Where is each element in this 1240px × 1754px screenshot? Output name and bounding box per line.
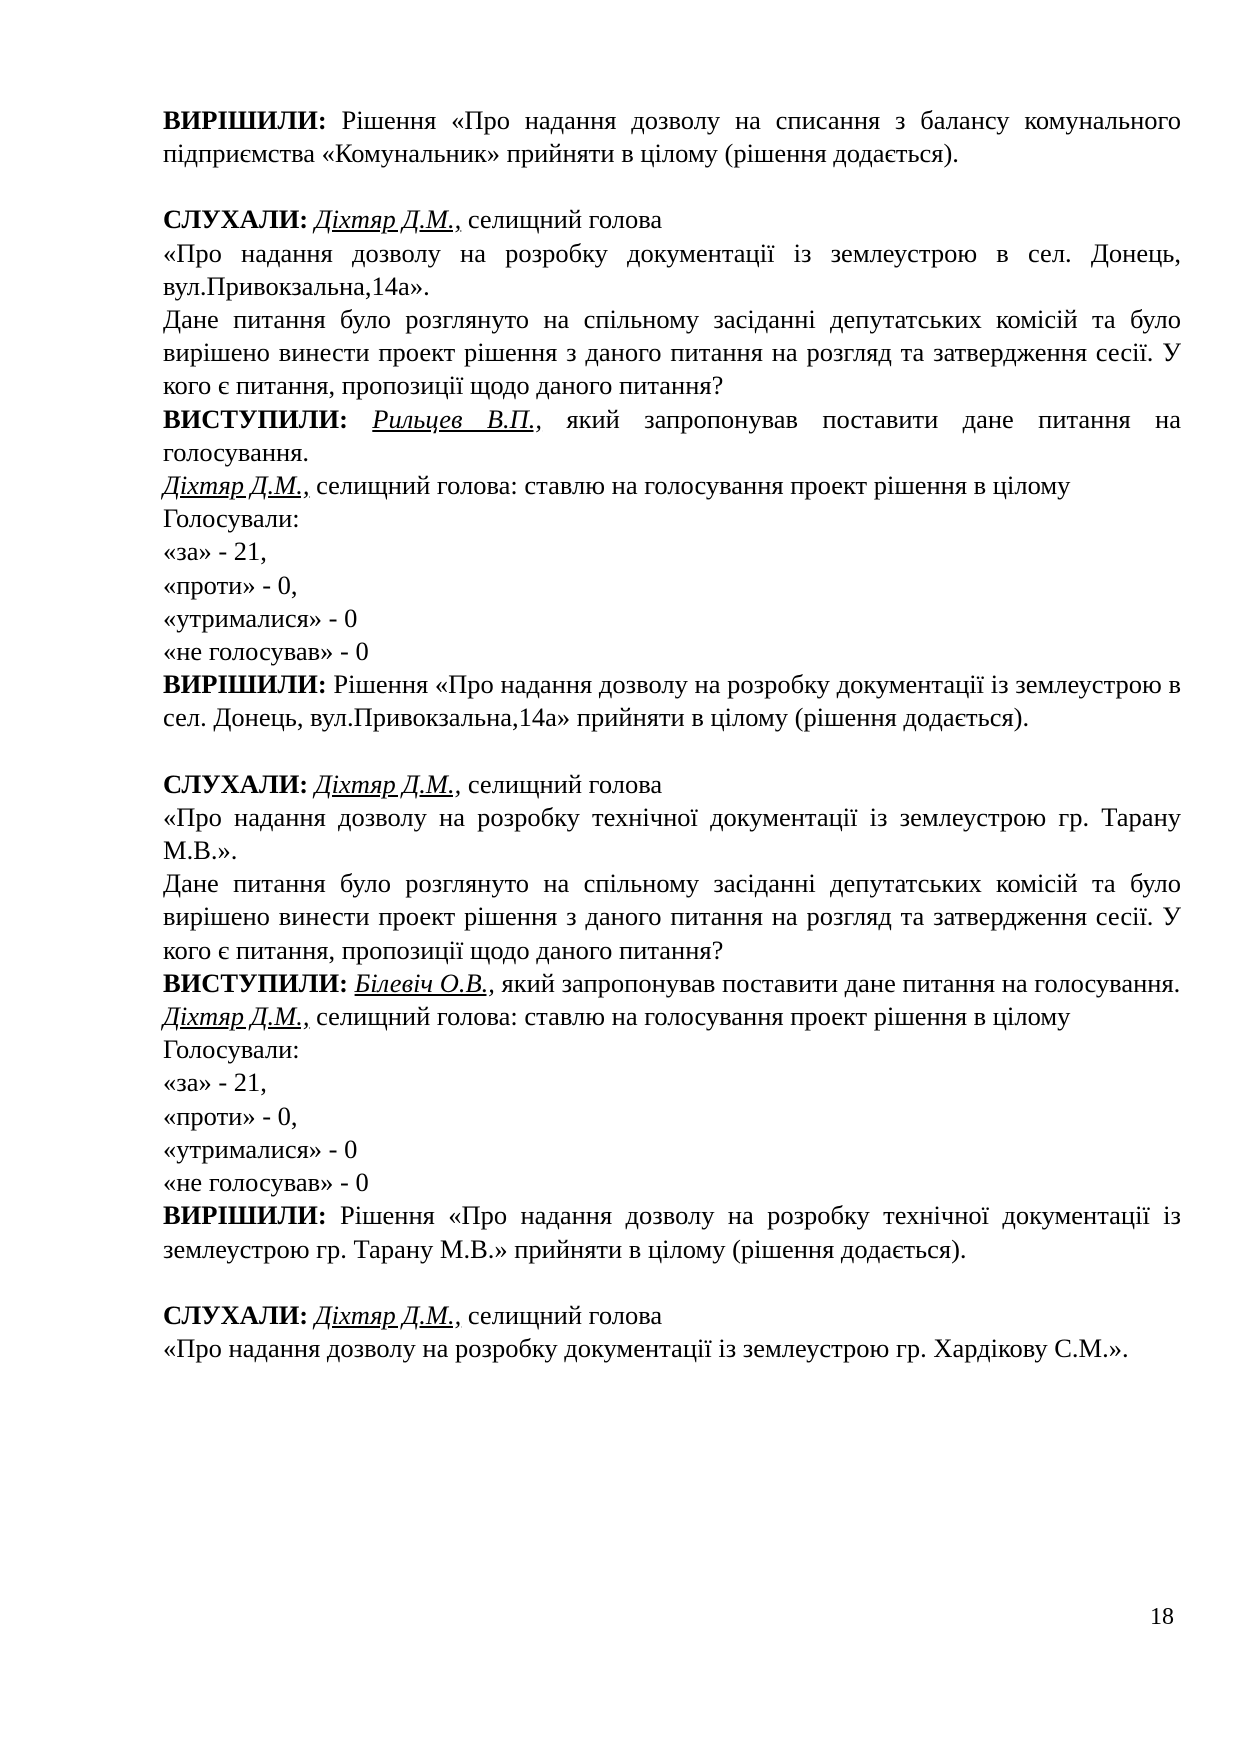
- paragraph-text: Рішення «Про надання дозволу на розробку документації із землеустрою в сел. Донець, вул.Привокзальна,14а» прийняти в цілому (рішення додається).: [163, 669, 1181, 733]
- paragraph: [163, 535, 1181, 568]
- paragraph: [163, 1000, 1181, 1033]
- speaker-name: Діхтяр Д.М.,: [314, 204, 462, 235]
- speaker-name: Діхтяр Д.М.,: [163, 470, 310, 501]
- section-label: СЛУХАЛИ:: [163, 768, 309, 799]
- paragraph: [163, 303, 1181, 403]
- paragraph-text: «не голосував» - 0: [163, 636, 369, 667]
- paragraph: [163, 967, 1181, 1000]
- paragraph-spacer: [163, 1266, 1181, 1299]
- paragraph-text: «Про надання дозволу на розробку технічної документації із землеустрою гр. Тарану М.В.».: [163, 801, 1181, 866]
- paragraph-text: селищний голова: [461, 1299, 663, 1330]
- paragraph: [163, 203, 1181, 236]
- paragraph-text: Дане питання було розглянуто на спільному засіданні депутатських комісій та було вирішено винести проект рішення з даного питання на розгляд та затвердження сесії. У кого є питання, пропозиції щодо даного питання?: [163, 868, 1181, 965]
- paragraph-text: «утрималися» - 0: [163, 602, 358, 633]
- paragraph-text: Рішення «Про надання дозволу на розробку технічної документації із землеустрою гр. Тарану М.В.» прийняти в цілому (рішення додається).: [163, 1200, 1181, 1264]
- paragraph: [163, 1100, 1181, 1133]
- paragraph: [163, 469, 1181, 502]
- paragraph: [163, 668, 1181, 734]
- paragraph: [163, 502, 1181, 535]
- paragraph: [163, 569, 1181, 602]
- paragraph: [163, 602, 1181, 635]
- section-label: ВИСТУПИЛИ:: [163, 967, 348, 998]
- paragraph: [163, 1332, 1181, 1365]
- paragraph-text: який запропонував поставити дане питання на голосування.: [163, 403, 1181, 467]
- paragraph-text: селищний голова: [461, 768, 663, 799]
- paragraph: [163, 1133, 1181, 1166]
- paragraph: [163, 635, 1181, 668]
- paragraph-text: Голосували:: [163, 1034, 300, 1065]
- paragraph: [163, 1066, 1181, 1099]
- document-body: [163, 104, 1181, 1365]
- paragraph-spacer: [163, 170, 1181, 203]
- speaker-name: Рильцев В.П.,: [372, 403, 543, 434]
- section-label: ВИРІШИЛИ:: [163, 669, 327, 700]
- paragraph-text: «Про надання дозволу на розробку документації із землеустрою гр. Хардікову С.М.».: [163, 1332, 1129, 1363]
- paragraph-text: «проти» - 0,: [163, 569, 298, 600]
- paragraph-text: [348, 968, 355, 998]
- paragraph: [163, 801, 1181, 867]
- paragraph: [163, 768, 1181, 801]
- speaker-name: Діхтяр Д.М.,: [314, 768, 462, 799]
- paragraph-text: «за» - 21,: [163, 536, 267, 567]
- speaker-name: Діхтяр Д.М.,: [314, 1299, 462, 1330]
- paragraph-text: Дане питання було розглянуто на спільному засіданні депутатських комісій та було вирішено винести проект рішення з даного питання на розгляд та затвердження сесії. У кого є питання, пропозиції щодо даного питання?: [163, 304, 1181, 401]
- paragraph-text: селищний голова: [461, 204, 663, 235]
- paragraph: [163, 104, 1181, 170]
- paragraph-spacer: [163, 735, 1181, 768]
- section-label: ВИРІШИЛИ:: [163, 105, 327, 135]
- page-number: 18: [1150, 1604, 1174, 1630]
- paragraph: [163, 1199, 1181, 1265]
- paragraph: [163, 1033, 1181, 1066]
- paragraph-text: «утрималися» - 0: [163, 1133, 358, 1164]
- paragraph: [163, 1299, 1181, 1332]
- section-label: ВИРІШИЛИ:: [163, 1200, 327, 1231]
- paragraph-text: [348, 404, 372, 434]
- paragraph-text: селищний голова: ставлю на голосування проект рішення в цілому: [309, 1001, 1071, 1032]
- paragraph-text: «за» - 21,: [163, 1067, 267, 1098]
- paragraph-text: «Про надання дозволу на розробку документації із землеустрою в сел. Донець, вул.Привокзальна,14а».: [163, 237, 1181, 301]
- speaker-name: Діхтяр Д.М.,: [163, 1001, 310, 1032]
- paragraph-text: який запропонував поставити дане питання на голосування.: [494, 967, 1181, 998]
- paragraph-text: [308, 1300, 315, 1330]
- section-label: ВИСТУПИЛИ:: [163, 403, 348, 434]
- paragraph-text: «не голосував» - 0: [163, 1167, 369, 1198]
- paragraph: [163, 403, 1181, 469]
- paragraph: [163, 867, 1181, 967]
- section-label: СЛУХАЛИ:: [163, 204, 309, 235]
- paragraph: [163, 1166, 1181, 1199]
- paragraph: [163, 237, 1181, 303]
- paragraph-text: Голосували:: [163, 503, 300, 534]
- paragraph-text: [308, 769, 315, 799]
- paragraph-text: Рішення «Про надання дозволу на списання з балансу комунального підприємства «Комунальник» прийняти в цілому (рішення додається).: [163, 105, 1181, 169]
- section-label: СЛУХАЛИ:: [163, 1299, 309, 1330]
- paragraph-text: «проти» - 0,: [163, 1100, 298, 1131]
- paragraph-text: селищний голова: ставлю на голосування проект рішення в цілому: [309, 470, 1071, 501]
- speaker-name: Білевіч О.В.,: [354, 967, 495, 998]
- paragraph-text: [308, 204, 315, 234]
